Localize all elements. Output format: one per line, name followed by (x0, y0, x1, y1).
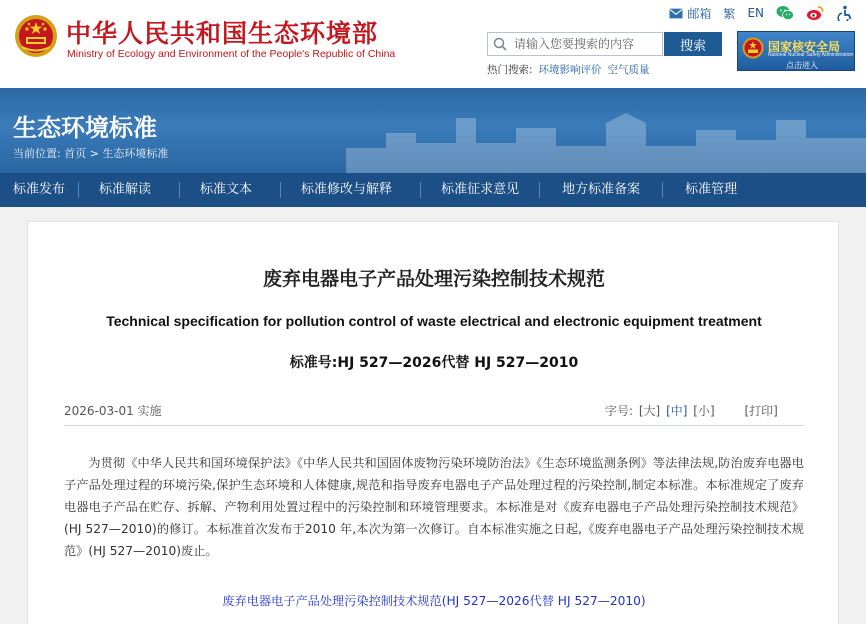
font-size-large[interactable]: [大] (638, 404, 661, 418)
hot-search-label: 热门搜索: (487, 64, 533, 76)
article-title-cn: 废弃电器电子产品处理污染控制技术规范 (262, 268, 605, 290)
mail-link[interactable] (668, 5, 711, 22)
search-button[interactable]: 搜索 (664, 32, 722, 56)
font-size-medium[interactable]: [中] (666, 404, 688, 418)
page-banner (0, 88, 866, 173)
print-button[interactable]: [打印] (744, 404, 778, 418)
main-nav (0, 173, 866, 207)
font-size-small[interactable]: [小] (693, 404, 715, 418)
top-links (668, 3, 854, 23)
divider (64, 425, 804, 426)
nnsa-entry-button[interactable] (737, 31, 855, 71)
breadcrumb-separator: > (89, 147, 99, 160)
wechat-icon[interactable] (776, 5, 794, 21)
mail-icon (668, 7, 684, 20)
breadcrumb-home[interactable]: 首页 (64, 147, 87, 160)
site-name-cn[interactable]: 中华人民共和国生态环境部 (66, 19, 379, 48)
nav-item-local-standard-filing[interactable]: 地方标准备案 (562, 182, 641, 197)
english-label: EN (747, 6, 764, 20)
attachment-link[interactable]: 废弃电器电子产品处理污染控制技术规范(HJ 527—2026代替 HJ 527—2010) (222, 594, 646, 608)
mail-label: 邮箱 (687, 6, 712, 21)
nnsa-name-cn: 国家核安全局 (768, 40, 841, 54)
banner-skyline-decoration (346, 88, 866, 173)
font-size-tools (605, 402, 778, 419)
search-input[interactable] (514, 34, 660, 54)
site-header (0, 0, 866, 88)
traditional-label: 繁 (723, 6, 736, 21)
search-box (487, 32, 663, 56)
hot-search (487, 62, 650, 77)
search-icon (493, 37, 507, 51)
nav-item-standard-consultation[interactable]: 标准征求意见 (441, 182, 520, 197)
traditional-chinese-link[interactable] (723, 5, 735, 22)
nav-item-standard-revision[interactable]: 标准修改与解释 (301, 182, 393, 197)
breadcrumb (13, 145, 168, 161)
english-link[interactable] (747, 6, 764, 20)
nav-item-standard-release[interactable]: 标准发布 (13, 182, 66, 197)
nav-item-standard-management[interactable]: 标准管理 (685, 182, 738, 197)
article-body: 为贯彻《中华人民共和国环境保护法》《中华人民共和国固体废物污染环境防治法》《生态环境监测条例》等法律法规,防治废弃电器电子产品处理过程的环境污染,保护生态环境和人体健康,规范和指导废弃电器电子产品处理过程的污染控制,制定本标准。本标准规定了废弃电器电子产品在贮存、拆解、产物利用处置过程中的污染控制和环境管理要求。本标准是对《废弃电器电子产品处理污染控制技术规范》(HJ 527—2010)的修订。本标准首次发布于2010 年,本次为第一次修订。自本标准实施之日起,《废弃电器电子产品处理污染控制技术规范》(HJ 527—2010)废止。 (64, 456, 804, 558)
nav-item-standard-text[interactable]: 标准文本 (200, 182, 253, 197)
standard-number: 标准号:HJ 527—2026代替 HJ 527—2010 (289, 355, 579, 371)
hot-search-item-air[interactable]: 空气质量 (607, 64, 650, 76)
page-title: 生态环境标准 (13, 114, 157, 142)
nnsa-name-en: National Nuclear Safety Administration (768, 52, 854, 58)
hot-search-item-eia[interactable]: 环境影响评价 (538, 64, 602, 76)
national-emblem-icon[interactable] (14, 14, 58, 58)
nav-item-standard-interpretation[interactable]: 标准解读 (99, 182, 152, 197)
accessibility-icon[interactable] (836, 5, 854, 21)
breadcrumb-label: 当前位置: (13, 147, 61, 160)
breadcrumb-current[interactable]: 生态环境标准 (102, 147, 169, 160)
nnsa-enter-label: 点击进入 (786, 61, 818, 70)
nnsa-emblem-icon (742, 37, 764, 59)
site-name-en[interactable]: Ministry of Ecology and Environment of the People's Republic of China (67, 48, 396, 60)
article-panel (27, 221, 839, 624)
implementation-date: 2026-03-01 实施 (64, 404, 162, 418)
weibo-icon[interactable] (806, 5, 824, 21)
font-size-label: 字号: (605, 404, 634, 418)
article-title-en: Technical specification for pollution control of waste electrical and electronic equipment treatment (106, 313, 762, 329)
